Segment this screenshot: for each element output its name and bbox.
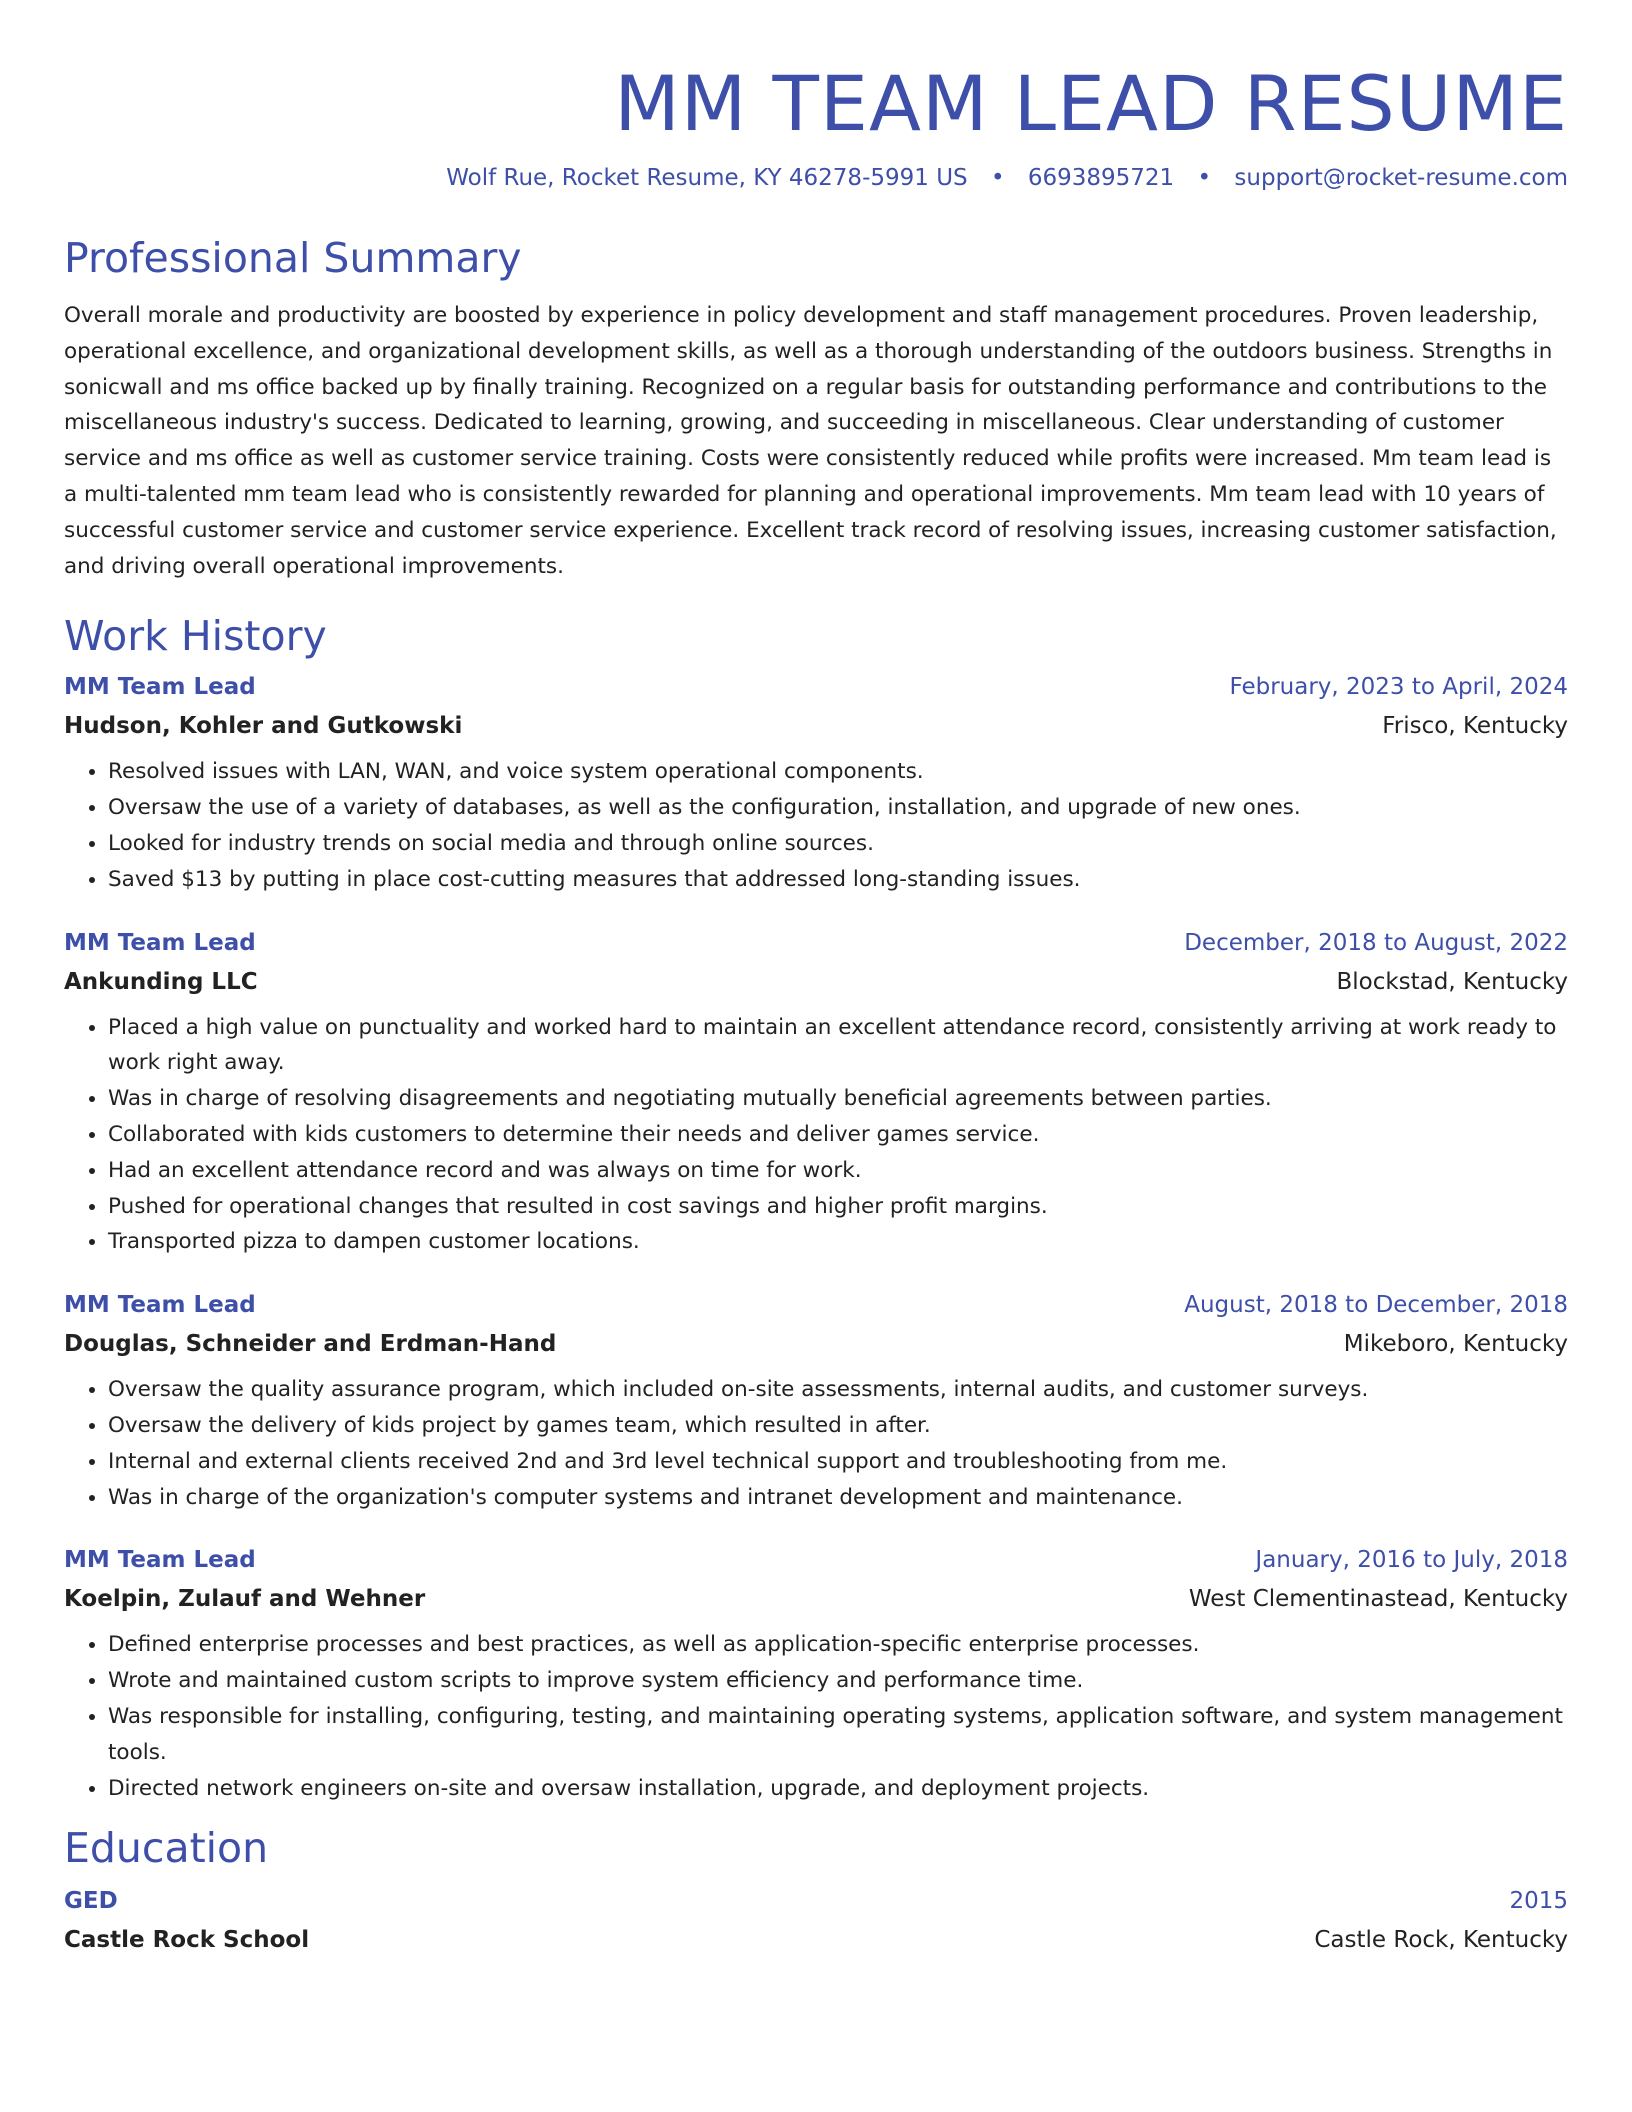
job-company: Hudson, Kohler and Gutkowski xyxy=(64,713,463,740)
job-company: Douglas, Schneider and Erdman-Hand xyxy=(64,1331,557,1358)
job-bullet: • Directed network engineers on-site and oversaw installation, upgrade, and deployment projects. xyxy=(108,1771,1568,1807)
job-company: Koelpin, Zulauf and Wehner xyxy=(64,1586,426,1613)
job-bullet: • Resolved issues with LAN, WAN, and voice system operational components. xyxy=(108,754,1568,790)
job-bullet: • Was responsible for installing, configuring, testing, and maintaining operating systems, application software, and system management tools. xyxy=(108,1699,1568,1771)
job-entry xyxy=(64,668,1568,897)
job-role: MM Team Lead xyxy=(64,929,256,956)
job-company-row xyxy=(64,1579,1568,1619)
contact-email: support@rocket-resume.com xyxy=(1234,165,1568,191)
education-location: Castle Rock, Kentucky xyxy=(1314,1927,1568,1954)
job-bullet: • Had an excellent attendance record and was always on time for work. xyxy=(108,1153,1568,1189)
education-school: Castle Rock School xyxy=(64,1927,310,1954)
job-bullets xyxy=(64,1627,1568,1806)
job-role: MM Team Lead xyxy=(64,1547,256,1574)
job-dates: February, 2023 to April, 2024 xyxy=(1229,674,1568,701)
job-header-row xyxy=(64,1286,1568,1324)
job-bullet: • Was in charge of resolving disagreements and negotiating mutually beneficial agreements between parties. xyxy=(108,1081,1568,1117)
job-entry xyxy=(64,1541,1568,1806)
education-title: Education xyxy=(64,1824,269,1873)
job-bullets xyxy=(64,1372,1568,1515)
work-history-title: Work History xyxy=(64,612,327,661)
job-location: Blockstad, Kentucky xyxy=(1336,968,1568,995)
job-bullet: • Saved $13 by putting in place cost-cutting measures that addressed long-standing issues. xyxy=(108,862,1568,898)
job-bullet: • Oversaw the use of a variety of databases, as well as the configuration, installation, and upgrade of new ones. xyxy=(108,790,1568,826)
job-bullet: • Wrote and maintained custom scripts to improve system efficiency and performance time. xyxy=(108,1663,1568,1699)
job-bullet: • Internal and external clients received 2nd and 3rd level technical support and troubleshooting from me. xyxy=(108,1444,1568,1480)
job-entry xyxy=(64,1286,1568,1515)
job-bullet: • Pushed for operational changes that resulted in cost savings and higher profit margins. xyxy=(108,1189,1568,1225)
job-bullet: • Collaborated with kids customers to determine their needs and deliver games service. xyxy=(108,1117,1568,1153)
summary-title: Professional Summary xyxy=(64,234,522,282)
education-header-row xyxy=(64,1882,1568,1920)
job-company-row xyxy=(64,1324,1568,1364)
job-header-row xyxy=(64,668,1568,706)
job-bullet: • Transported pizza to dampen customer locations. xyxy=(108,1224,1568,1260)
job-header-row xyxy=(64,924,1568,962)
summary-text: Overall morale and productivity are boosted by experience in policy development and staff management procedures. Proven leadership, operational excellence, and organizational development skills, as well as a thorough understanding of the outdoors business. Strengths in sonicwall and ms office backed up by finally training. Recognized on a regular basis for outstanding performance and contributions to the miscellaneous industry's success. Dedicated to learning, growing, and succeeding in miscellaneous. Clear understanding of customer service and ms office as well as customer service training. Costs were consistently reduced while profits were increased. Mm team lead is a multi-talented mm team lead who is consistently rewarded for planning and operational improvements. Mm team lead with 10 years of successful customer service and customer service experience. Excellent track record of resolving issues, increasing customer satisfaction, and driving overall operational improvements. xyxy=(64,303,1557,579)
job-bullet: • Was in charge of the organization's computer systems and intranet development and maintenance. xyxy=(108,1480,1568,1516)
job-bullet: • Placed a high value on punctuality and worked hard to maintain an excellent attendance record, consistently arriving at work ready to work right away. xyxy=(108,1010,1568,1082)
job-dates: January, 2016 to July, 2018 xyxy=(1255,1547,1568,1574)
job-location: Frisco, Kentucky xyxy=(1382,713,1568,740)
job-bullet: • Oversaw the quality assurance program, which included on-site assessments, internal audits, and customer surveys. xyxy=(108,1372,1568,1408)
job-bullets xyxy=(64,1010,1568,1261)
contact-line xyxy=(64,160,1568,196)
contact-phone: 6693895721 xyxy=(1027,165,1175,191)
job-role: MM Team Lead xyxy=(64,674,256,701)
education-degree: GED xyxy=(64,1888,118,1915)
job-bullet: • Defined enterprise processes and best practices, as well as application-specific enterprise processes. xyxy=(108,1627,1568,1663)
job-dates: December, 2018 to August, 2022 xyxy=(1184,929,1568,956)
job-company: Ankunding LLC xyxy=(64,968,258,995)
contact-separator: • xyxy=(990,165,1005,191)
education-entry xyxy=(64,1882,1568,1960)
job-bullet: • Oversaw the delivery of kids project by games team, which resulted in after. xyxy=(108,1408,1568,1444)
job-dates: August, 2018 to December, 2018 xyxy=(1184,1292,1568,1319)
resume-name: MM TEAM LEAD RESUME xyxy=(614,59,1568,148)
job-bullet: • Looked for industry trends on social media and through online sources. xyxy=(108,826,1568,862)
job-company-row xyxy=(64,706,1568,746)
education-year: 2015 xyxy=(1509,1888,1568,1915)
job-header-row xyxy=(64,1541,1568,1579)
job-location: Mikeboro, Kentucky xyxy=(1343,1331,1568,1358)
job-company-row xyxy=(64,962,1568,1002)
education-school-row xyxy=(64,1920,1568,1960)
contact-address: Wolf Rue, Rocket Resume, KY 46278-5991 US xyxy=(446,165,968,191)
contact-separator: • xyxy=(1197,165,1212,191)
job-role: MM Team Lead xyxy=(64,1292,256,1319)
job-entry xyxy=(64,924,1568,1261)
job-bullets xyxy=(64,754,1568,897)
job-location: West Clementinastead, Kentucky xyxy=(1188,1586,1568,1613)
